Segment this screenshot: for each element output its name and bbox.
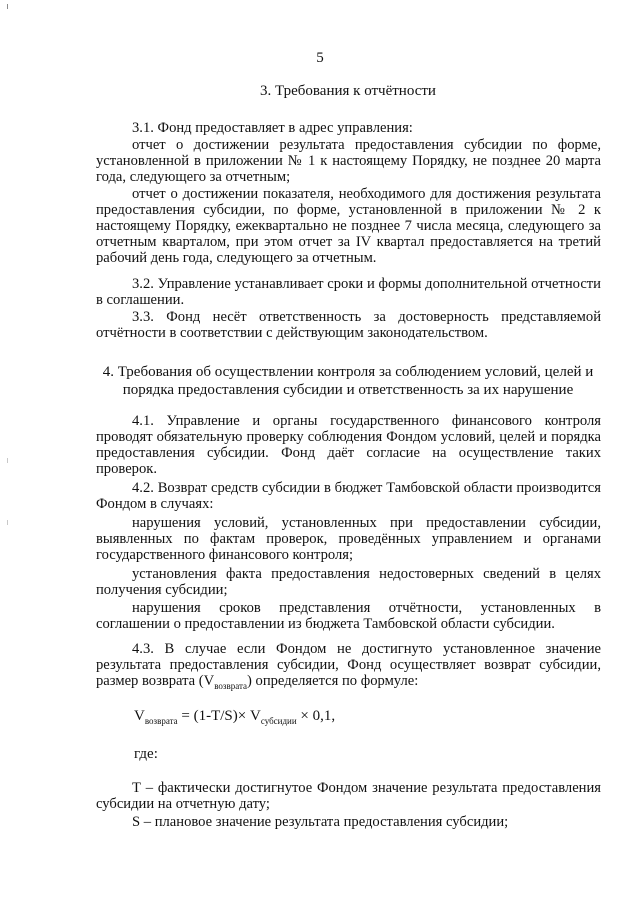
return-formula	[134, 708, 335, 726]
page-number: 5	[316, 50, 324, 66]
section-4-title-line-1: 4. Требования об осуществлении контроля за соблюдением условий, целей и	[102, 364, 594, 380]
formula-v: V	[134, 708, 145, 724]
formula-middle: = (1-T/S)× V	[177, 708, 261, 724]
paragraph-4-2-b: установления факта предоставления недостоверных сведений в целях получения субсидии;	[96, 566, 601, 598]
formula-tail: × 0,1,	[296, 708, 336, 724]
scan-edge-mark	[7, 4, 8, 9]
paragraph-3-2: 3.2. Управление устанавливает сроки и формы дополнительной отчетности в соглашении.	[96, 276, 601, 308]
paragraph-4-1: 4.1. Управление и органы государственного финансового контроля проводят обязательную проверку соблюдения Фондом условий, целей и порядка предоставления субсидии. Фонд даёт согласие на осуществление таких проверок.	[96, 413, 601, 477]
paragraph-3-3: 3.3. Фонд несёт ответственность за достоверность представляемой отчётности в соответствии с действующим законодательством.	[96, 309, 601, 341]
paragraph-3-1-b: отчет о достижении показателя, необходимого для достижения результата предоставления субсидии, по форме, установленной в приложении № 2 к настоящему Порядку, ежеквартально не позднее 7 числа месяца, следующего за отчетным кварталом, при этом отчет за IV квартал предоставляется на третий рабочий день года, следующего за отчетным.	[96, 186, 601, 266]
formula-where-label: где:	[134, 746, 158, 762]
paragraph-3-1-a: отчет о достижении результата предоставления субсидии по форме, установленной в приложении № 1 к настоящему Порядку, не позднее 20 марта года, следующего за отчетным;	[96, 137, 601, 185]
formula-v-subscript: возврата	[144, 716, 178, 726]
paragraph-4-2-a: нарушения условий, установленных при предоставлении субсидии, выявленных по фактам проверок, проведённых управлением и органами государственного финансового контроля;	[96, 515, 601, 563]
definition-t: Т – фактически достигнутое Фондом значение результата предоставления субсидии на отчетную дату;	[96, 780, 601, 812]
section-3-title: 3. Требования к отчётности	[260, 83, 436, 99]
scan-edge-mark	[7, 458, 8, 463]
paragraph-4-3-tail: ) определяется по формуле:	[247, 673, 419, 689]
paragraph-4-2: 4.2. Возврат средств субсидии в бюджет Тамбовской области производится Фондом в случаях:	[96, 480, 601, 512]
formula-subsidy-subscript: субсидии	[260, 716, 297, 726]
definition-s: S – плановое значение результата предоставления субсидии;	[132, 814, 509, 830]
paragraph-3-1-intro: 3.1. Фонд предоставляет в адрес управления:	[132, 120, 413, 136]
paragraph-4-3	[96, 641, 601, 694]
paragraph-4-3-subscript: возврата	[214, 680, 248, 691]
paragraph-4-2-c: нарушения сроков представления отчётности, установленных в соглашении о предоставлении из бюджета Тамбовской области субсидии.	[96, 600, 601, 632]
scan-edge-mark	[7, 520, 8, 525]
paragraph-4-3-text: 4.3. В случае если Фондом не достигнуто установленное значение результата предоставления субсидии, Фонд осуществляет возврат субсидии, размер возврата (V	[96, 641, 601, 689]
section-4-title-line-2: порядка предоставления субсидии и ответственность за их нарушение	[122, 382, 574, 398]
